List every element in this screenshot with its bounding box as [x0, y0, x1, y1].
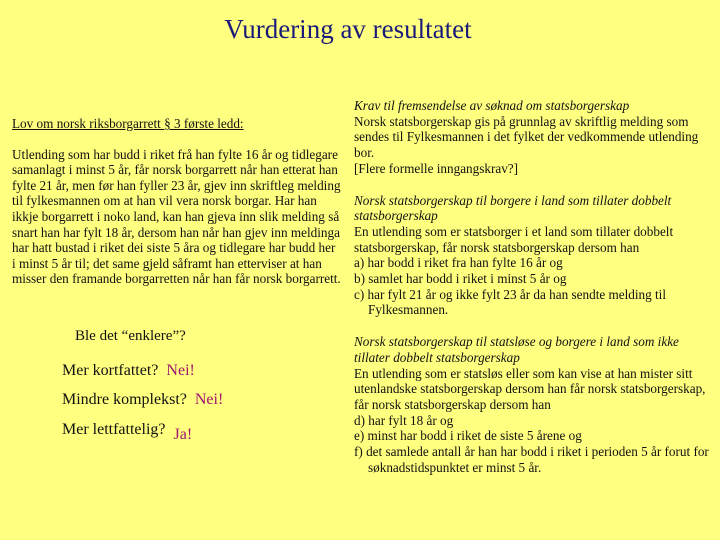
section-heading: Norsk statsborgerskap til statsløse og borgere i land som ikke tillater dobbelt statsborgerskap: [354, 334, 679, 365]
new-law-text: [354, 98, 710, 491]
question-text: Mindre komplekst?: [62, 391, 187, 408]
question-text: Mer lettfattelig?: [62, 421, 166, 438]
condition-list: [354, 255, 710, 318]
section-heading: Krav til fremsendelse av søknad om statsborgerskap: [354, 98, 630, 113]
list-item: f) det samlede antall år han har bodd i riket i perioden 5 år forut for søknadstidspunktet er minst 5 år.: [354, 444, 709, 475]
page-title: Vurdering av resultatet: [224, 14, 472, 44]
list-item: a) har bodd i riket fra han fylte 16 år og: [354, 255, 563, 271]
law-paragraph: Utlending som har budd i riket frå han fylte 16 år og tidlegare samanlagt i minst 5 år, får norsk borgarrett når han etterat han fylte 21 år, men før han fyller 23 år, gjev inn skriftleg melding til fylkesmannen om at han vil vera norsk borgar. Har han ikkje borgarrett i noko land, kan han gjeva inn slik melding så snart han har fylt 18 år, dersom han når han gjev inn meldinga har hatt bustad i riket dei siste 5 åra og tidlegare har budd her i minst 5 år til; det same gjeld såframt han etterviser at han misser den framande borgarretten når han får norsk borgarrett.: [12, 146, 341, 287]
section-body: En utlending som er statsløs eller som kan vise at han mister sitt utenlandske statsborgerskap dersom han får norsk statsborgerskap, får norsk statsborgerskap dersom han: [354, 365, 706, 412]
section-dual-citizenship: [354, 193, 710, 319]
answer-text: Nei!: [166, 362, 195, 379]
list-item: c) har fylt 21 år og ikke fylt 23 år da han sendte melding til Fylkesmannen.: [354, 286, 667, 318]
section-stateless: [354, 334, 710, 475]
section-body: Norsk statsborgerskap gis på grunnlag av skriftlig melding som sendes til Fylkesmannen i det fylket der vedkommende utlending bor.: [354, 113, 699, 161]
question-item: [62, 391, 223, 409]
condition-list: [354, 413, 710, 476]
answer-text: Nei!: [194, 391, 224, 408]
section-note: [Flere formelle inngangskrav?]: [354, 160, 519, 176]
list-item: e) minst har bodd i riket de siste 5 årene og: [354, 428, 582, 444]
answer-text: Ja!: [173, 426, 193, 443]
question-item: [62, 362, 195, 380]
question-item: [62, 421, 193, 443]
section-heading: Norsk statsborgerskap til borgere i land som tillater dobbelt statsborgerskap: [354, 192, 672, 224]
law-heading: Lov om norsk riksborgarrett § 3 første ledd:: [12, 116, 244, 131]
law-text-box: [12, 116, 342, 287]
question-text: Mer kortfattet?: [62, 362, 159, 379]
section-body: En utlending som er statsborger i et land som tillater dobbelt statsborgerskap, får norsk statsborgerskap dersom han: [354, 223, 674, 255]
list-item: d) har fylt 18 år og: [354, 412, 454, 428]
section-application-requirements: [354, 98, 710, 177]
question-title: Ble det “enklere”?: [75, 328, 186, 344]
list-item: b) samlet har bodd i riket i minst 5 år og: [354, 271, 567, 287]
